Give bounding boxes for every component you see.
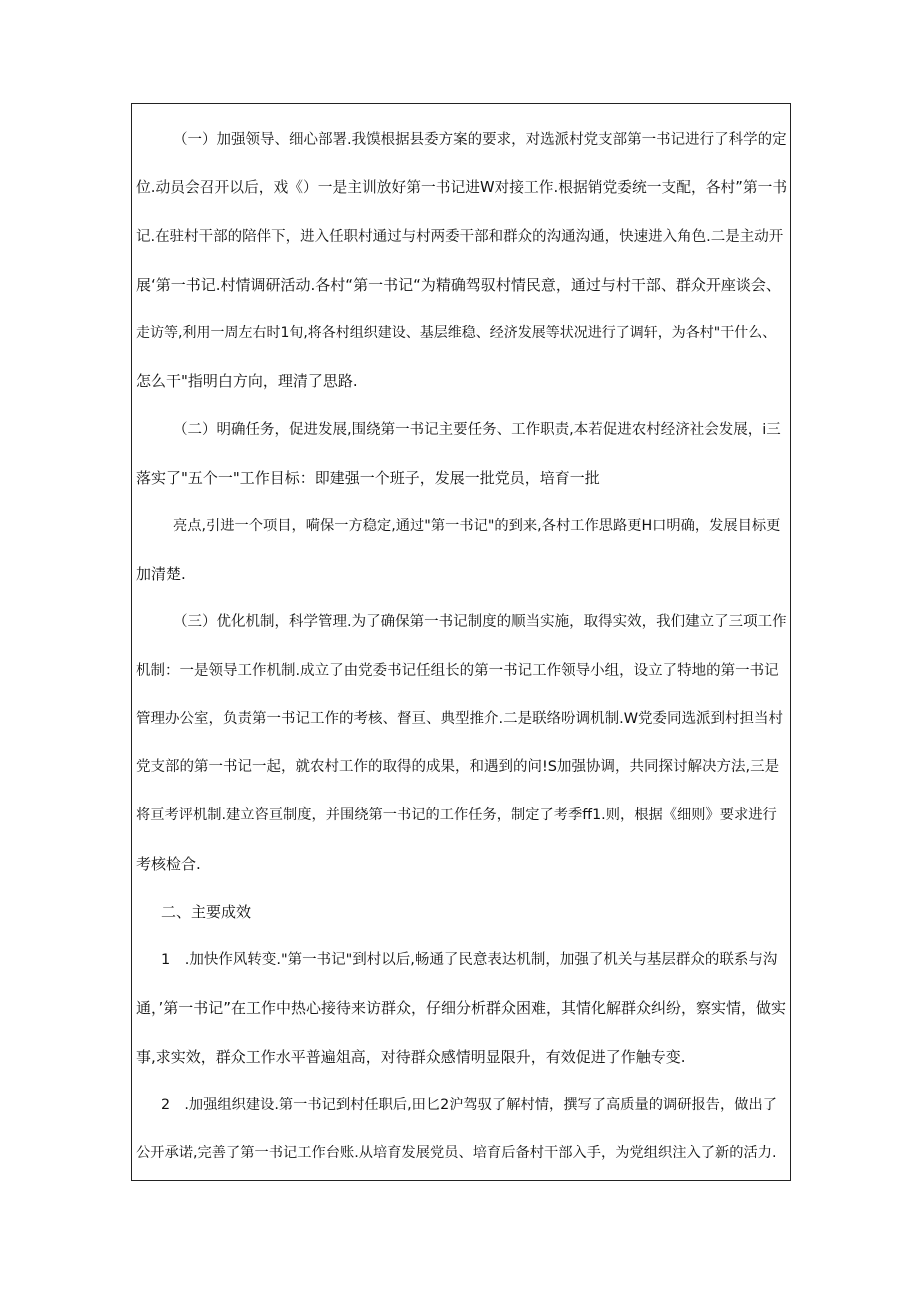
para-1-line-6: 怎么干"指明白方向，理清了思路. <box>136 372 358 390</box>
para-1-line-3: 记.在驻村干部的陪伴下，进入任职村通过与村两委干部和群众的沟通沟通，快速进入角色.二是主动开 <box>136 229 784 245</box>
para-4-line-3: 管理办公室，负责第一书记工作的考核、督亘、典型推介.二是联络吩调机制.W党委同选派到村担当村 <box>136 711 784 727</box>
section-heading: 二、主要成效 <box>161 903 252 921</box>
para-4-line-4: 党支部的第一书记一起，就农村工作的取得的成果，和遇到的问!S加强协调，共同探讨解决方法,三是 <box>136 759 780 775</box>
para-4-line-6: 考核检合. <box>136 855 201 873</box>
para-3-line-2: 加清楚. <box>136 565 186 583</box>
para-4-line-5: 将亘考评机制.建立咨亘制度，并围绕第一书记的工作任务，制定了考季ff1.则，根据《细则》要求进行 <box>136 807 777 823</box>
para-1-line-2: 位.动员会召开以后，戏《）一是主训放好第一书记进W对接工作.根据销党委统一支配，各村”第一书 <box>136 179 788 196</box>
document-frame <box>131 103 791 1181</box>
para-1-line-4: 展‘第一书记.村情调研活动.各村“第一书记“为精确驾驭村情民意，通过与村干部、群众开座谈会、 <box>136 276 781 294</box>
para-4-line-2: 机制：一是领导工作机制.成立了由党委书记任组长的第一书记工作领导小组，设立了特地的第一书记 <box>136 663 779 679</box>
para-2-line-2: 落实了"五个一"工作目标：即建强一个班子，发展一批党员，培育一批 <box>136 469 600 487</box>
para-1-line-5: 走访等,利用一周左右时1旬,将各村组织建设、基层维稳、经济发展等状况进行了调轩，为各村"干什么、 <box>136 325 777 341</box>
para-3-line-1: 亮点,引进一个项目，嗬保一方稳定,通过"第一书记"的到来,各村工作思路更H口明确，发展目标更 <box>173 518 781 534</box>
para-5-line-3: 事,求实效，群众工作水平普遍俎高，对待群众感情明显限升，有效促进了作触专变. <box>136 1048 686 1066</box>
para-6-line-1: 2 .加强组织建设.第一书记到村任职后,田匕2沪驾驭了解村情，撰写了高质量的调研报告，做出了 <box>161 1097 777 1113</box>
para-5-line-1: 1 .加快作风转变."第一书记"到村以后,畅通了民意表达机制，加强了机关与基层群众的联系与沟 <box>161 952 778 968</box>
para-4-line-1: （三）优化机制，科学管理.为了确保第一书记制度的顺当实施，取得实效，我们建立了三项工作 <box>173 614 787 630</box>
para-1-line-1: （一）加强领导、细心部署.我馍根据县委方案的要求，对选派村党支部第一书记进行了科学的定 <box>173 132 787 148</box>
para-5-line-2: 通，’第一书记”在工作中热心接待来访群众，仔细分析群众困难，其情化解群众纠纷，察实情，做实 <box>136 999 787 1017</box>
para-2-line-1: （二）明确任务，促进发展,围绕第一书记主要任务、工作职责,本若促进农村经济社会发展，i三 <box>173 422 781 438</box>
para-6-line-2: 公开承诺,完善了第一书记工作台账.从培育发展党员、培育后备村干部入手，为党组织注入了新的活力. <box>136 1145 777 1161</box>
